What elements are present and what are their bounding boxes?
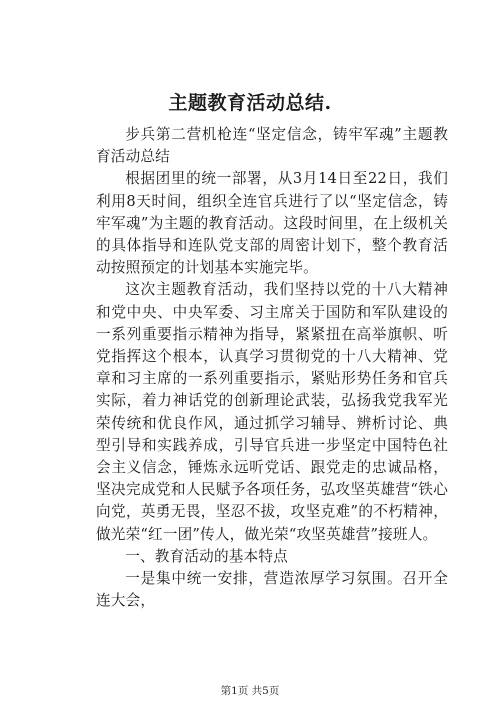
subtitle-paragraph: 步兵第二营机枪连“坚定信念，铸牢军魂”主题教育活动总结 [96,126,448,166]
document-title: 主题教育活动总结. [168,92,332,114]
body-paragraph: 一是集中统一安排，营造浓厚学习氛围。召开全连大会， [96,570,448,610]
page-footer: 第1页 共5页 [220,685,280,697]
document-body [96,124,448,612]
body-paragraph: 根据团里的统一部署，从3月14日至22日，我们利用8天时间，组织全连官兵进行了以“坚定信念，铸牢军魂”为主题的教育活动。这段时间里，在上级机关的具体指导和连队党支部的周密计划下，整个教育活动按照预定的计划基本实施完毕。 [96,170,448,277]
section-heading: 一、教育活动的基本特点 [125,547,288,565]
body-paragraph: 这次主题教育活动，我们坚持以党的十八大精神和党中央、中央军委、习主席关于国防和军队建设的一系列重要指示精神为指导，紧紧扭在高举旗帜、听党指挥这个根本，认真学习贯彻党的十八大精神、党章和习主席的一系列重要指示，紧贴形势任务和官兵实际，着力神话党的创新理论武装，弘扬我党我军光荣传统和优良作风，通过抓学习辅导、辨析讨论、典型引导和实践养成，引导官兵进一步坚定中国特色社会主义信念，锤炼永远听党话、跟党走的忠诚品格，坚决完成党和人民赋予各项任务，弘攻坚英雄营“铁心向党，英勇无畏，坚忍不拔，攻坚克难”的不朽精神，做光荣“红一团”传人，做光荣“攻坚英雄营”接班人。 [96,281,448,543]
